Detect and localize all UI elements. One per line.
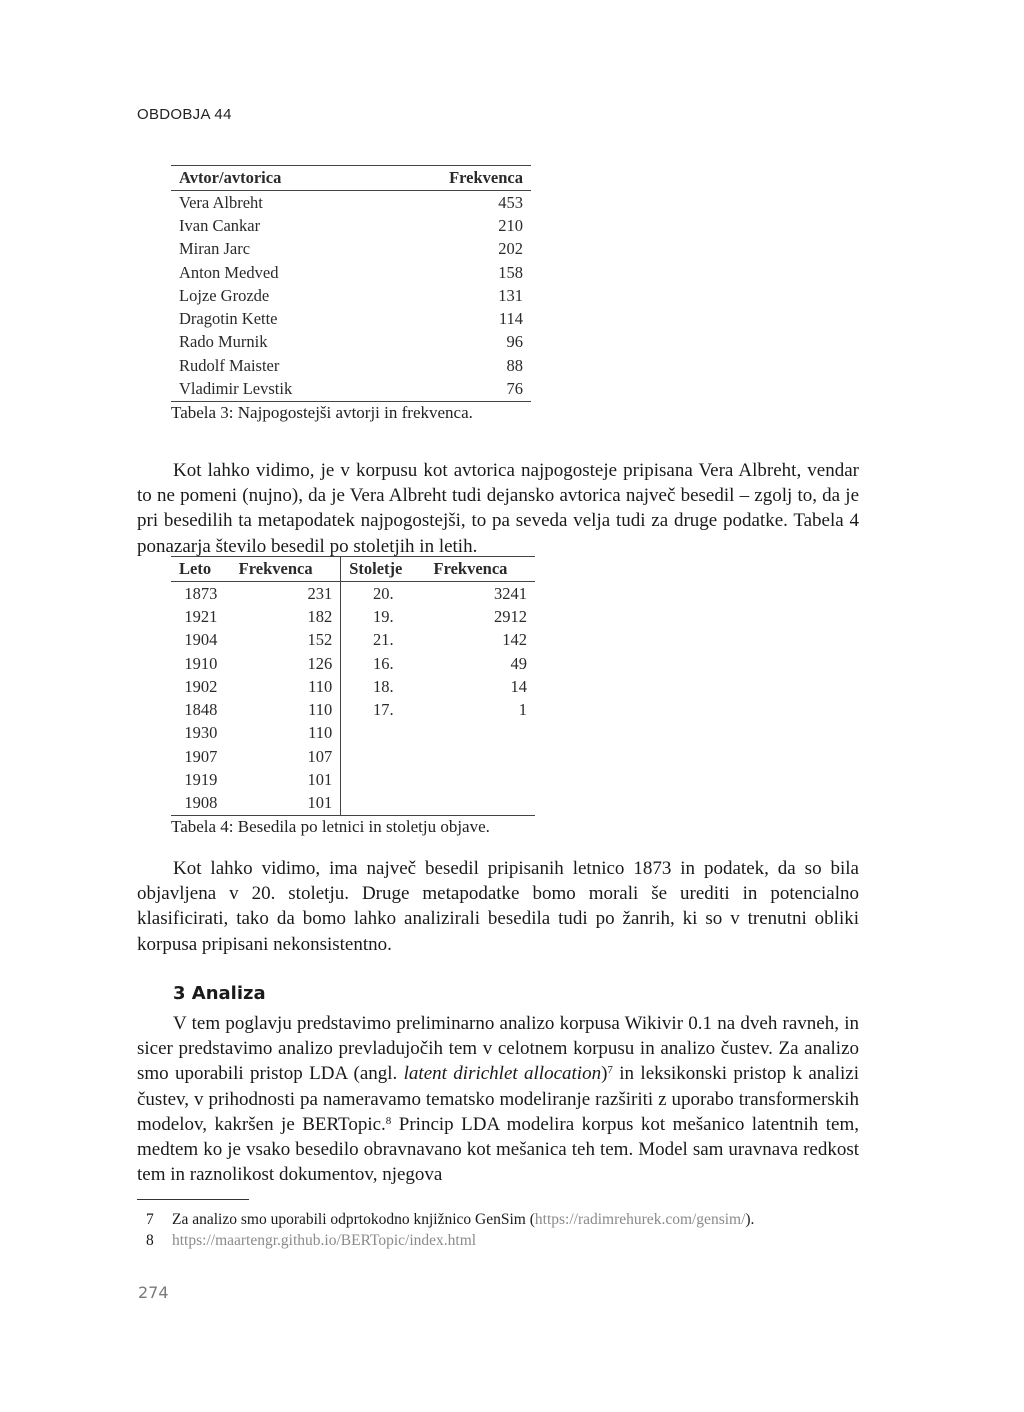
paragraph-2-text: Kot lahko vidimo, ima največ besedil pripisanih letnico 1873 in podatek, da so bila objavljena v 20. stoletju. Druge metapodatke bomo morali še urediti in potencialno klasificirati, tako da bomo lahko analizirali besedila tudi po žanrih, ki so v trenutni obliki korpusa pripisani nekonsistentno. — [137, 858, 859, 955]
century-frequency-cell: 3241 — [494, 583, 527, 603]
century-frequency-cell — [426, 792, 536, 816]
footnotes — [146, 1209, 754, 1251]
page-number: 274 — [138, 1283, 169, 1302]
year-frequency-cell: 182 — [231, 605, 341, 628]
section-heading: 3 Analiza — [173, 983, 266, 1004]
footnote-ref-8[interactable]: 8 — [385, 1114, 392, 1127]
year-cell: 1921 — [184, 606, 218, 626]
author-cell: Rado Murnik — [179, 332, 268, 352]
century-frequency-cell: 2912 — [494, 606, 527, 626]
author-cell: Ivan Cankar — [179, 215, 261, 235]
section-text-c: in leksikonski pristop k analizi čustev, v prihodnosti pa nameravamo tematsko modeliranje razširiti z uporabo transformerskih modelov, kakršen je BERTopic. — [137, 1063, 859, 1135]
running-head: OBDOBJA 44 — [137, 106, 232, 123]
century-frequency-cell — [426, 745, 536, 768]
year-cell: 1848 — [184, 700, 218, 720]
table-4 — [171, 556, 535, 837]
gensim-link[interactable]: https://radimrehurek.com/gensim/ — [534, 1211, 746, 1228]
table-row — [171, 307, 531, 330]
authors-table — [171, 165, 531, 402]
century-frequency-cell: 142 — [502, 630, 527, 650]
frequency-cell: 96 — [506, 332, 523, 352]
frequency-cell: 158 — [498, 262, 523, 282]
column-header-frequency: Frekvenca — [383, 166, 531, 191]
author-cell: Vera Albreht — [179, 192, 263, 212]
footnote-7 — [146, 1209, 754, 1230]
table-row — [171, 745, 535, 768]
column-header-year: Leto — [171, 557, 231, 582]
paragraph-1 — [137, 458, 859, 559]
century-cell — [341, 722, 426, 745]
year-cell: 1930 — [184, 723, 218, 743]
footnote-text: Za analizo smo uporabili odprtokodno knjižnico GenSim ( — [172, 1211, 535, 1228]
year-frequency-cell: 110 — [231, 722, 341, 745]
column-header-author: Avtor/avtorica — [171, 166, 383, 191]
table-row — [171, 698, 535, 721]
column-header-century-frequency: Frekvenca — [426, 557, 536, 582]
century-cell — [341, 745, 426, 768]
year-frequency-cell: 110 — [231, 675, 341, 698]
century-cell: 21. — [373, 630, 394, 650]
century-frequency-cell: 49 — [510, 653, 527, 673]
frequency-cell: 210 — [498, 215, 523, 235]
section-text-a: V tem poglavju predstavimo preliminarno analizo korpusa Wikivir 0.1 na dveh ravneh, in sicer predstavimo analizo prevladujočih tem v celotnem korpusu in analizo čustev. Za analizo smo uporabili pristop LDA (angl. — [137, 1013, 859, 1085]
column-header-century: Stoletje — [341, 557, 426, 582]
frequency-cell: 131 — [498, 285, 523, 305]
table-row — [171, 675, 535, 698]
section-text-d: Princip LDA modelira korpus kot mešanico latentnih tem, medtem ko je vsako besedilo obravnavano kot mešanica teh tem. Model sam uravnava redkost tem in raznolikost dokumentov, njegova — [137, 1113, 860, 1186]
author-cell: Miran Jarc — [179, 239, 251, 259]
century-cell: 19. — [373, 606, 394, 626]
author-cell: Rudolf Maister — [179, 355, 280, 375]
century-frequency-cell — [426, 722, 536, 745]
year-cell: 1904 — [184, 630, 218, 650]
section-text-b: ) — [601, 1063, 608, 1085]
year-frequency-cell: 101 — [231, 792, 341, 816]
century-frequency-cell — [426, 768, 536, 791]
year-frequency-cell: 101 — [231, 768, 341, 791]
year-frequency-cell: 107 — [231, 745, 341, 768]
year-frequency-cell: 110 — [231, 698, 341, 721]
footnote-ref-7[interactable]: 7 — [607, 1064, 613, 1077]
century-frequency-cell: 14 — [510, 676, 527, 696]
century-cell — [341, 768, 426, 791]
table-row — [171, 605, 535, 628]
year-frequency-cell: 126 — [231, 652, 341, 675]
table-header-row — [171, 557, 535, 582]
table-row — [171, 652, 535, 675]
year-cell: 1910 — [184, 653, 218, 673]
table-row — [171, 354, 531, 377]
table-row — [171, 792, 535, 816]
table-row — [171, 629, 535, 652]
table-4-caption: Tabela 4: Besedila po letnici in stoletju objave. — [171, 816, 490, 836]
century-cell: 16. — [373, 653, 394, 673]
table-row — [171, 191, 531, 215]
table-row — [171, 582, 535, 606]
year-cell: 1902 — [184, 676, 218, 696]
frequency-cell: 76 — [383, 377, 531, 401]
table-row — [171, 238, 531, 261]
section-paragraph — [137, 1011, 859, 1187]
century-cell: 17. — [373, 700, 394, 720]
table-row — [171, 768, 535, 791]
paragraph-1-text: Kot lahko vidimo, je v korpusu kot avtorica najpogosteje pripisana Vera Albreht, vendar to ne pomeni (nujno), da je Vera Albreht tudi dejansko avtorica največ besedil – zgolj to, da je pri besedilih ta metapodatek najpogostejši, to pa seveda velja tudi za druge podatke. Tabela 4 ponazarja število besedil po stoletjih in letih. — [137, 460, 859, 557]
frequency-cell: 453 — [498, 192, 523, 212]
footnote-after: ). — [745, 1211, 755, 1228]
year-frequency-cell: 231 — [231, 582, 341, 606]
table-3-caption: Tabela 3: Najpogostejši avtorji in frekvenca. — [171, 402, 473, 422]
years-centuries-table — [171, 556, 535, 816]
table-row — [171, 214, 531, 237]
bertopic-link[interactable]: https://maartengr.github.io/BERTopic/index.html — [172, 1232, 477, 1249]
footnote-number: 7 — [146, 1211, 154, 1228]
century-cell — [341, 792, 426, 816]
column-header-year-frequency: Frekvenca — [231, 557, 341, 582]
frequency-cell: 88 — [506, 355, 523, 375]
year-cell: 1873 — [184, 583, 218, 603]
footnote-8 — [146, 1230, 754, 1251]
section-text-italic: latent dirichlet allocation — [403, 1063, 602, 1085]
table-row — [171, 722, 535, 745]
author-cell: Anton Medved — [179, 262, 279, 282]
footnote-number: 8 — [146, 1232, 154, 1249]
century-frequency-cell: 1 — [518, 700, 527, 720]
table-row — [171, 377, 531, 401]
table-3 — [171, 165, 531, 423]
year-frequency-cell: 152 — [231, 629, 341, 652]
year-cell: 1907 — [184, 746, 218, 766]
table-header-row — [171, 166, 531, 191]
century-cell: 20. — [373, 583, 394, 603]
year-cell: 1908 — [171, 792, 231, 816]
frequency-cell: 202 — [498, 239, 523, 259]
author-cell: Lojze Grozde — [179, 285, 270, 305]
year-cell: 1919 — [184, 770, 218, 790]
table-row — [171, 261, 531, 284]
century-cell: 18. — [373, 676, 394, 696]
author-cell: Vladimir Levstik — [171, 377, 383, 401]
table-row — [171, 331, 531, 354]
frequency-cell: 114 — [498, 309, 523, 329]
table-row — [171, 284, 531, 307]
author-cell: Dragotin Kette — [179, 309, 278, 329]
footnote-divider — [137, 1199, 249, 1200]
paragraph-2 — [137, 856, 859, 957]
